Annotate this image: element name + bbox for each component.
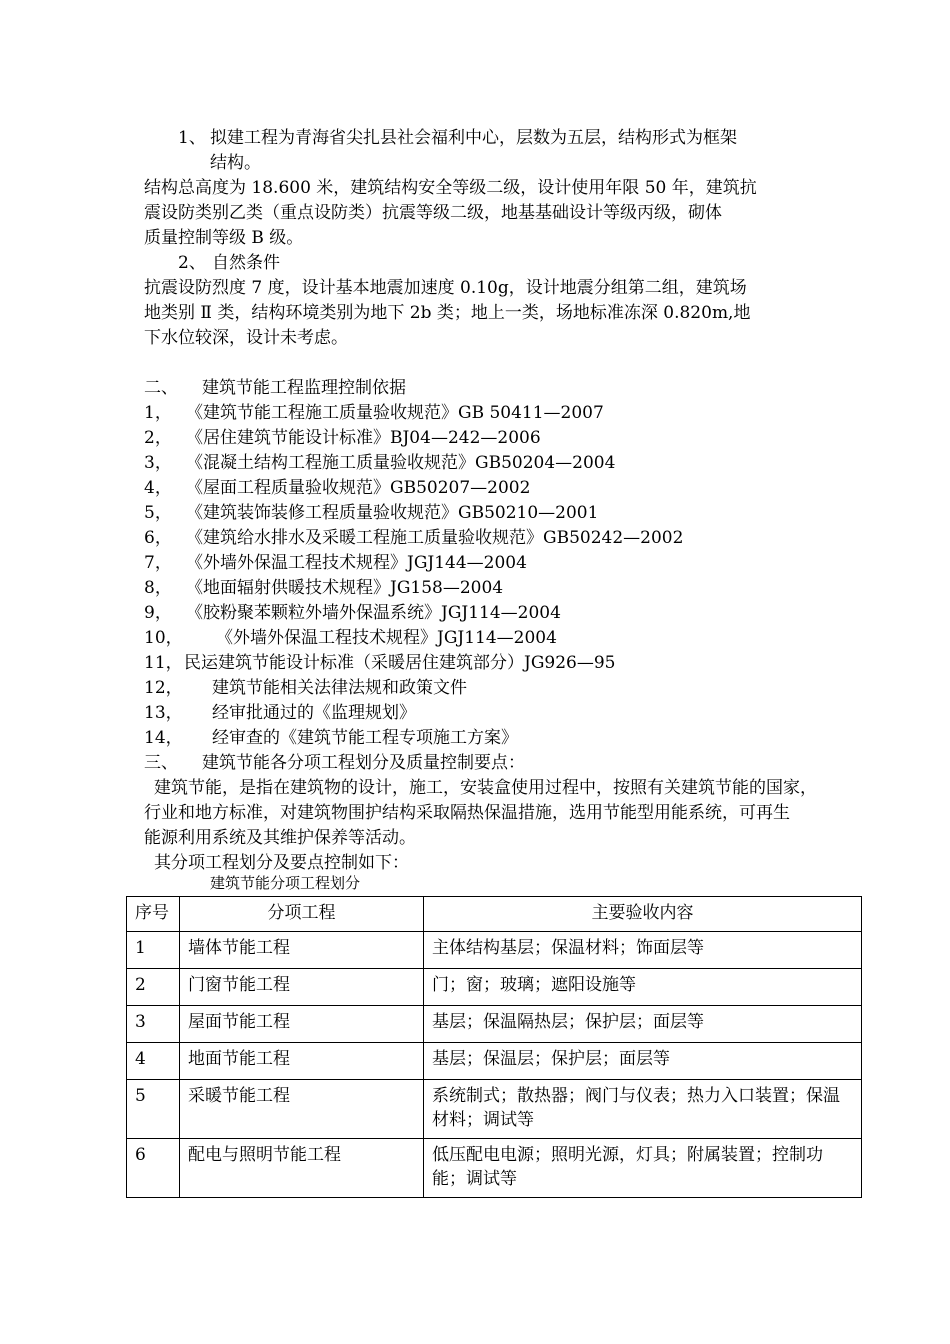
row-item: 门窗节能工程 [180,969,424,1006]
table-row [127,1139,862,1198]
header-item: 分项工程 [180,897,424,932]
basis-item-number: 4， [144,478,172,498]
section2-number: 二、 [144,378,178,398]
energy-saving-paragraph-line: 建筑节能，是指在建筑物的设计，施工，安装盒使用过程中，按照有关建筑节能的国家， [154,778,817,798]
table-header-row [127,897,862,932]
row-item: 采暖节能工程 [180,1080,424,1139]
table-row [127,932,862,969]
row-content: 主体结构基层；保温材料；饰面层等 [424,932,862,969]
item1-text-line2: 结构。 [210,153,261,173]
row-content: 基层；保温隔热层；保护层；面层等 [424,1006,862,1043]
basis-item-text: 经审查的《建筑节能工程专项施工方案》 [212,728,518,748]
energy-saving-paragraph-line: 行业和地方标准，对建筑物围护结构采取隔热保温措施，选用节能型用能系统，可再生 [144,803,790,823]
row-item: 墙体节能工程 [180,932,424,969]
natural-conditions-line: 地类别 Ⅱ 类，结构环境类别为地下 2b 类；地上一类，场地标准冻深 0.820m,地 [144,303,751,323]
basis-item-number: 13， [144,703,183,723]
basis-item-number: 9， [144,603,172,623]
row-no: 6 [127,1139,180,1198]
header-content: 主要验收内容 [424,897,862,932]
subitem-table [126,896,862,1198]
structure-paragraph-line: 震设防类别乙类（重点设防类）抗震等级二级，地基基础设计等级丙级，砌体 [144,203,722,223]
section3-title: 建筑节能各分项工程划分及质量控制要点： [202,753,525,773]
basis-item-text: 民运建筑节能设计标准（采暖居住建筑部分）JG926—95 [184,653,616,673]
basis-item-number: 11， [144,653,183,673]
basis-item-number: 3， [144,453,172,473]
basis-item-text: 《地面辐射供暖技术规程》JG158—2004 [186,578,504,598]
basis-item-number: 2， [144,428,172,448]
basis-item-number: 7， [144,553,172,573]
basis-item-text: 《胶粉聚苯颗粒外墙外保温系统》JGJ114—2004 [186,603,561,623]
basis-item-text: 《建筑给水排水及采暖工程施工质量验收规范》GB50242—2002 [186,528,684,548]
basis-item-number: 8， [144,578,172,598]
basis-item-number: 10， [144,628,183,648]
row-no: 3 [127,1006,180,1043]
row-item: 配电与照明节能工程 [180,1139,424,1198]
natural-conditions-line: 下水位较深，设计未考虑。 [144,328,348,348]
table-row [127,1080,862,1139]
row-no: 5 [127,1080,180,1139]
table-row [127,1043,862,1080]
row-no: 2 [127,969,180,1006]
basis-item-number: 14， [144,728,183,748]
basis-item-text: 《混凝土结构工程施工质量验收规范》GB50204—2004 [186,453,616,473]
basis-item-text: 《建筑装饰装修工程质量验收规范》GB50210—2001 [186,503,599,523]
row-no: 1 [127,932,180,969]
basis-item-number: 6， [144,528,172,548]
energy-saving-paragraph-line: 能源利用系统及其维护保养等活动。 [144,828,416,848]
basis-item-number: 1， [144,403,172,423]
table-row [127,1006,862,1043]
natural-conditions-line: 抗震设防烈度 7 度，设计基本地震加速度 0.10g，设计地震分组第二组，建筑场 [144,278,747,298]
item2-number: 2、 [178,253,206,273]
item2-heading: 自然条件 [212,253,280,273]
row-item: 地面节能工程 [180,1043,424,1080]
table-intro: 其分项工程划分及要点控制如下： [154,853,409,873]
basis-item-text: 《居住建筑节能设计标准》BJ04—242—2006 [186,428,541,448]
item1-text-line1: 拟建工程为青海省尖扎县社会福利中心，层数为五层，结构形式为框架 [210,128,737,148]
row-content: 基层；保温层；保护层；面层等 [424,1043,862,1080]
row-content: 低压配电电源；照明光源，灯具；附属装置；控制功能；调试等 [424,1139,862,1198]
row-item: 屋面节能工程 [180,1006,424,1043]
structure-paragraph-line: 质量控制等级 B 级。 [144,228,304,248]
basis-item-text: 《建筑节能工程施工质量验收规范》GB 50411—2007 [186,403,604,423]
item1-number: 1、 [178,128,206,148]
structure-paragraph-line: 结构总高度为 18.600 米，建筑结构安全等级二级，设计使用年限 50 年，建筑抗 [144,178,757,198]
row-content: 门；窗；玻璃；遮阳设施等 [424,969,862,1006]
row-content: 系统制式；散热器；阀门与仪表；热力入口装置；保温材料；调试等 [424,1080,862,1139]
basis-item-text: 《屋面工程质量验收规范》GB50207—2002 [186,478,531,498]
basis-item-number: 5， [144,503,172,523]
section3-number: 三、 [144,753,178,773]
basis-item-text: 建筑节能相关法律法规和政策文件 [212,678,467,698]
basis-item-text: 经审批通过的《监理规划》 [212,703,416,723]
basis-item-text: 《外墙外保温工程技术规程》JGJ114—2004 [216,628,557,648]
header-no: 序号 [127,897,180,932]
table-row [127,969,862,1006]
basis-item-number: 12， [144,678,183,698]
section2-title: 建筑节能工程监理控制依据 [202,378,406,398]
table-caption: 建筑节能分项工程划分 [210,874,361,892]
row-no: 4 [127,1043,180,1080]
basis-item-text: 《外墙外保温工程技术规程》JGJ144—2004 [186,553,527,573]
